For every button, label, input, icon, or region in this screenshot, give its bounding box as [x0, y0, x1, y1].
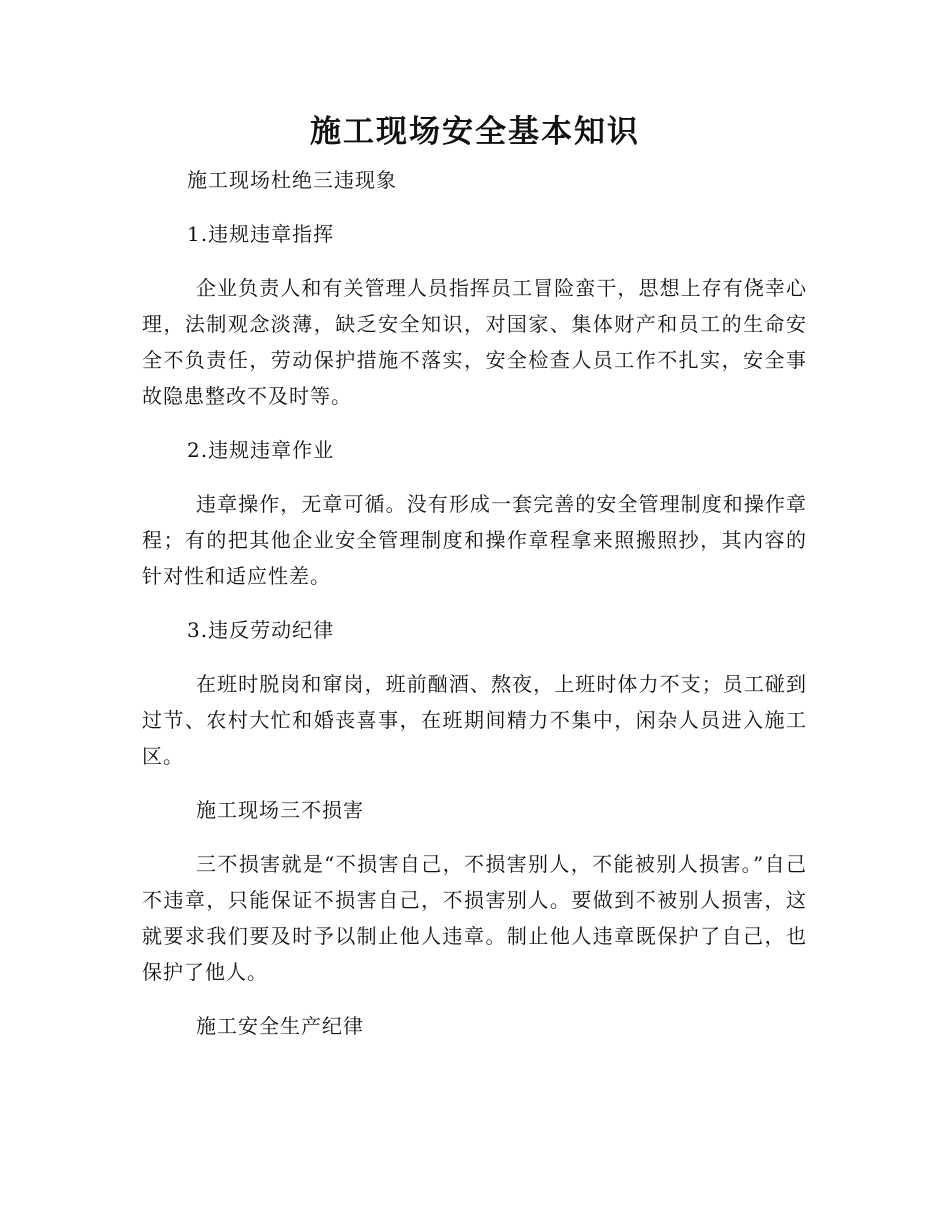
section-heading: 2.违规违章作业 [187, 438, 335, 462]
body-paragraph: 在班时脱岗和窜岗，班前酗酒、熬夜，上班时体力不支；员工碰到过节、农村大忙和婚丧喜事，在班期间精力不集中，闲杂人员进入施工区。 [142, 672, 807, 768]
body-paragraph: 违章操作，无章可循。没有形成一套完善的安全管理制度和操作章程；有的把其他企业安全管理制度和操作章程拿来照搬照抄，其内容的针对性和适应性差。 [142, 492, 807, 588]
section-heading: 1.违规违章指挥 [187, 222, 335, 246]
document-title: 施工现场安全基本知识 [310, 114, 640, 150]
section-heading: 施工安全生产纪律 [196, 1014, 364, 1038]
body-paragraph: 三不损害就是“不损害自己，不损害别人，不能被别人损害。”自己不违章，只能保证不损害自己，不损害别人。要做到不被别人损害，这就要求我们要及时予以制止他人违章。制止他人违章既保护了自己，也保护了他人。 [142, 852, 807, 984]
section-heading: 施工现场杜绝三违现象 [187, 168, 397, 192]
section-heading: 施工现场三不损害 [196, 798, 364, 822]
section-heading: 3.违反劳动纪律 [187, 618, 335, 642]
document-body [142, 162, 807, 1062]
body-paragraph: 企业负责人和有关管理人员指挥员工冒险蛮干，思想上存有侥幸心理，法制观念淡薄，缺乏安全知识，对国家、集体财产和员工的生命安全不负责任，劳动保护措施不落实，安全检查人员工作不扎实，安全事故隐患整改不及时等。 [142, 276, 807, 408]
